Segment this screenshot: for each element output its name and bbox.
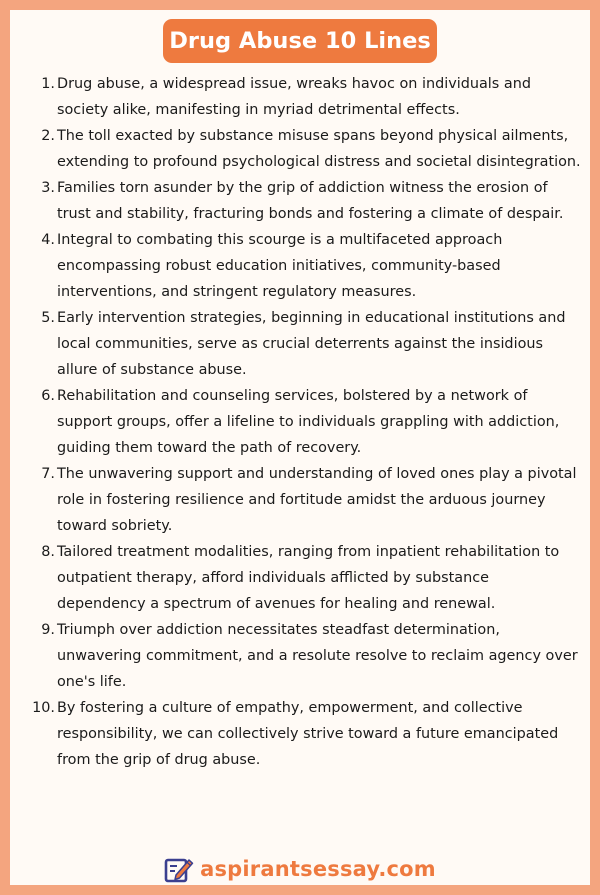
list-item-number: 4.: [41, 232, 55, 248]
list-item: [30, 123, 582, 175]
list-item: [30, 71, 582, 123]
list-item-number: 3.: [41, 180, 55, 196]
list-item-text: Triumph over addiction necessitates steadfast determination, unwavering commitment, and a resolute resolve to reclaim agency over one's life.: [57, 622, 578, 690]
list-item-number: 1.: [41, 76, 55, 92]
list-item-number: 6.: [41, 388, 55, 404]
list-item: [30, 175, 582, 227]
list-item-text: Rehabilitation and counseling services, bolstered by a network of support groups, offer a lifeline to individuals grappling with addiction, guiding them toward the path of recovery.: [57, 388, 560, 456]
footer-branding: [0, 853, 600, 885]
list-item-text: Tailored treatment modalities, ranging from inpatient rehabilitation to outpatient therapy, afford individuals afflicted by substance dependency a spectrum of avenues for healing and renewal.: [57, 544, 560, 612]
list-item-text: The toll exacted by substance misuse spans beyond physical ailments, extending to profound psychological distress and societal disintegration.: [57, 128, 581, 170]
list-item-number: 10.: [32, 700, 55, 716]
page-title: Drug Abuse 10 Lines: [163, 19, 437, 63]
list-item-text: Integral to combating this scourge is a multifaceted approach encompassing robust education initiatives, community-based interventions, and stringent regulatory measures.: [57, 232, 503, 300]
list-item-text: By fostering a culture of empathy, empowerment, and collective responsibility, we can collectively strive toward a future emancipated from the grip of drug abuse.: [57, 700, 559, 768]
list-item-number: 8.: [41, 544, 55, 560]
list-item: [30, 461, 582, 539]
list-item-number: 2.: [41, 128, 55, 144]
list-item-text: Early intervention strategies, beginning in educational institutions and local communities, serve as crucial deterrents against the insidious allure of substance abuse.: [57, 310, 566, 378]
list-item-number: 5.: [41, 310, 55, 326]
list-item: [30, 305, 582, 383]
list-item: [30, 383, 582, 461]
list-item-number: 7.: [41, 466, 55, 482]
list-item: [30, 617, 582, 695]
numbered-list: [30, 71, 582, 773]
brand-url: aspirantsessay.com: [200, 857, 436, 881]
list-item-text: Families torn asunder by the grip of addiction witness the erosion of trust and stability, fracturing bonds and fostering a climate of despair.: [57, 180, 564, 222]
edit-note-icon: [164, 855, 194, 883]
list-item-text: Drug abuse, a widespread issue, wreaks havoc on individuals and society alike, manifesting in myriad detrimental effects.: [57, 76, 531, 118]
list-item: [30, 695, 582, 773]
list-item-text: The unwavering support and understanding of loved ones play a pivotal role in fostering resilience and fortitude amidst the arduous journey toward sobriety.: [57, 466, 577, 534]
list-item-number: 9.: [41, 622, 55, 638]
list-item: [30, 539, 582, 617]
list-item: [30, 227, 582, 305]
